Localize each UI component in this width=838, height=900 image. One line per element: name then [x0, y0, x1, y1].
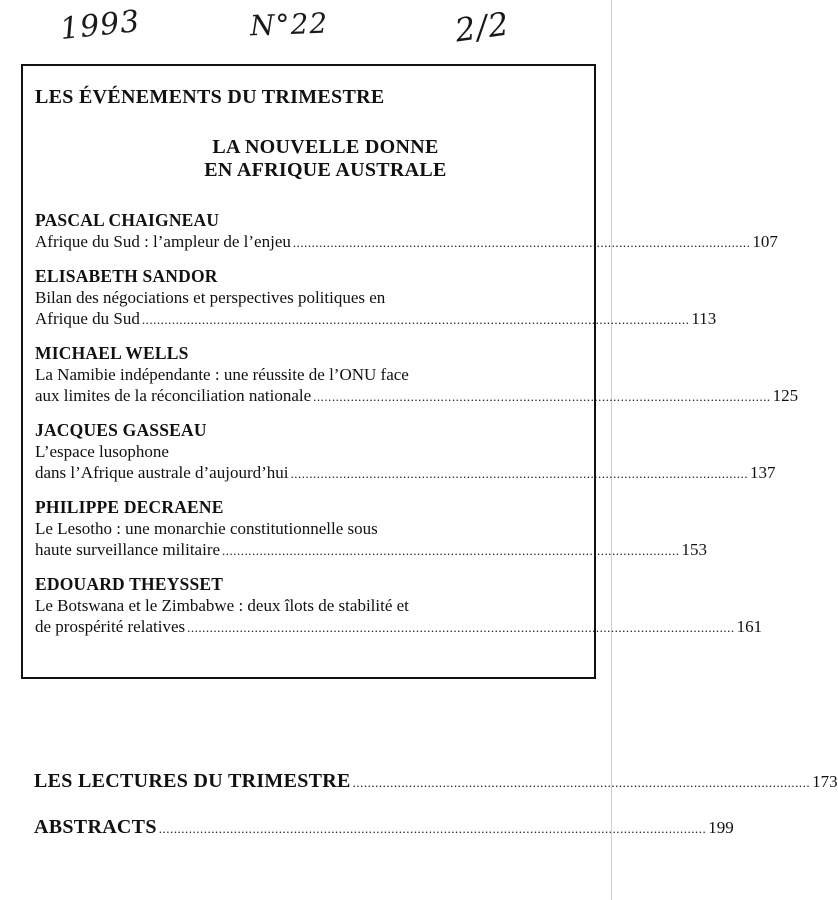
handwritten-year: 1993: [58, 3, 142, 48]
entry-title: Afrique du Sud: [35, 309, 140, 328]
dot-leader: ..................................................................................................................................................: [187, 620, 735, 635]
dot-leader: ..........................................................................................................................: [292, 235, 751, 250]
entry-title: aux limites de la réconciliation nationale: [35, 386, 312, 405]
entry-title-line: Le Lesotho : une monarchie constitutionnelle sous: [35, 519, 378, 538]
toc-entry: [35, 419, 776, 484]
entry-title: dans l’Afrique australe d’aujourd’hui: [35, 463, 289, 482]
entry-title: Afrique du Sud : l’ampleur de l’enjeu: [35, 232, 291, 251]
entry-title-line: Le Botswana et le Zimbabwe : deux îlots de stabilité et: [35, 596, 409, 615]
dot-leader: ..........................................................................................................................: [290, 466, 748, 481]
entry-author: ELISABETH SANDOR: [35, 266, 218, 286]
entry-author: PASCAL CHAIGNEAU: [35, 210, 220, 230]
toc-entry: [35, 209, 778, 253]
dot-leader: ..........................................................................................................................: [222, 543, 680, 558]
toc-entry: [35, 496, 708, 561]
toc-entry: [35, 265, 717, 330]
entry-page: 161: [736, 617, 763, 636]
dot-leader: ..................................................................................................................................................: [158, 821, 707, 836]
lectures-page: 173: [812, 772, 838, 791]
dot-leader: ..........................................................................................................................: [352, 775, 811, 790]
dot-leader: ..........................................................................................................................: [313, 389, 771, 404]
entry-page: 137: [750, 463, 776, 482]
entry-title-leader: [35, 539, 708, 561]
abstracts-label: ABSTRACTS: [34, 816, 157, 838]
entry-author: MICHAEL WELLS: [35, 343, 189, 363]
handwritten-part: 2/2: [452, 4, 512, 50]
entry-author: PHILIPPE DECRAENE: [35, 497, 224, 517]
entry-title-line: Bilan des négociations et perspectives politiques en: [35, 288, 386, 307]
entry-title: haute surveillance militaire: [35, 540, 221, 559]
toc-entry: [35, 342, 799, 407]
handwritten-issue-number: N°22: [249, 6, 329, 43]
entry-title-leader: [35, 616, 763, 638]
entry-author: JACQUES GASSEAU: [35, 420, 207, 440]
entry-page: 153: [681, 540, 708, 559]
dot-leader: ..................................................................................................................................................: [141, 312, 690, 327]
abstracts-page: 199: [708, 818, 734, 837]
lectures-entry: [34, 770, 838, 793]
entry-title-leader: [35, 462, 776, 484]
section-heading: LES ÉVÉNEMENTS DU TRIMESTRE: [35, 86, 385, 108]
entry-title-leader: [35, 308, 717, 330]
entry-title-leader: [35, 231, 778, 253]
entry-page: 107: [752, 232, 778, 251]
entry-title: de prospérité relatives: [35, 617, 186, 636]
table-of-contents-box: [21, 64, 799, 679]
entry-page: 125: [772, 386, 799, 405]
lectures-label: LES LECTURES DU TRIMESTRE: [34, 770, 351, 792]
toc-entry: [35, 573, 763, 638]
abstracts-entry: [34, 816, 734, 839]
dossier-title-line2: EN AFRIQUE AUSTRALE: [204, 159, 447, 181]
dossier-title-line1: LA NOUVELLE DONNE: [212, 136, 439, 158]
entry-title-leader: [35, 385, 799, 407]
entry-page: 113: [691, 309, 717, 328]
entry-title-line: La Namibie indépendante : une réussite de l’ONU face: [35, 365, 409, 384]
page-edge-line: [611, 0, 612, 900]
entry-title-line: L’espace lusophone: [35, 442, 169, 461]
entry-author: EDOUARD THEYSSET: [35, 574, 224, 594]
toc-entries: [35, 209, 799, 650]
